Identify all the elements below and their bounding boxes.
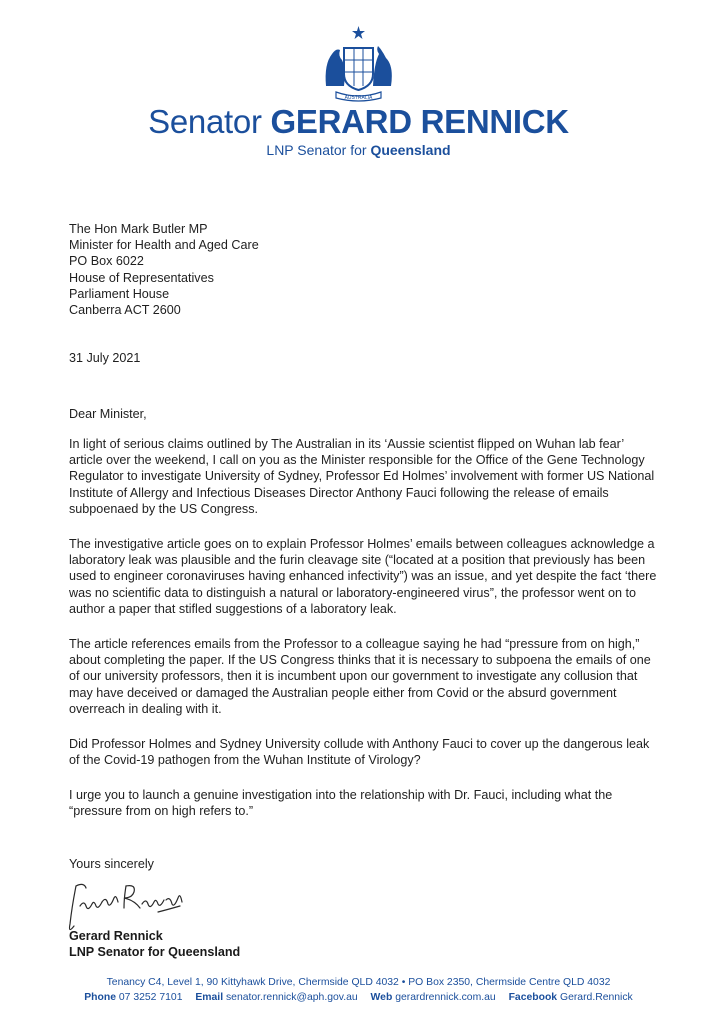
facebook-link[interactable]: Gerard.Rennick <box>559 992 633 1003</box>
footer-address: Tenancy C4, Level 1, 90 Kittyhawk Drive, Chermside QLD 4032 • PO Box 2350, Chermside Centre QLD 4032 <box>106 977 611 988</box>
title-prefix: Senator <box>148 103 271 140</box>
recipient-address <box>69 221 659 318</box>
body-paragraph: The article references emails from the Professor to a colleague saying he had “pressure from on high,” about completing the paper. If the US Congress thinks that it is necessary to subpoena the emails of one of our university professors, then it is incumbent upon our government to investigate any collusion that may have deceived or damaged the Australian people either from Covid or the absurd government overreach in dealing with it. <box>69 637 651 716</box>
coat-of-arms-logo <box>306 24 411 104</box>
signature-image <box>62 876 202 936</box>
svg-text:AUSTRALIA: AUSTRALIA <box>344 95 373 101</box>
facebook-label: Facebook <box>508 992 558 1003</box>
signer-name: Gerard Rennick <box>69 929 163 943</box>
sender-subtitle <box>0 142 717 158</box>
email-address[interactable]: senator.rennick@aph.gov.au <box>225 992 358 1003</box>
email-label: Email <box>195 992 224 1003</box>
salutation: Dear Minister, <box>69 407 147 421</box>
body-paragraph: The investigative article goes on to explain Professor Holmes’ emails between colleagues acknowledge a laboratory leak was plausible and the furin cleavage site (“located at a position that previously has been used to engineer coronaviruses having enhanced infectivity”) was an issue, and yet despite the fact ‘there was no scientific data to distinguish a natural or laboratory-engineered virus”, the professor went on to author a paper that stifled suggestions of a laboratory leak. <box>69 537 657 616</box>
website-link[interactable]: gerardrennick.com.au <box>395 992 496 1003</box>
address-line: House of Representatives <box>69 270 214 285</box>
body-paragraph: I urge you to launch a genuine investigation into the relationship with Dr. Fauci, including what the “pressure from on high refers to.” <box>69 788 613 819</box>
sender-title <box>0 102 717 142</box>
signer-role: LNP Senator for Queensland <box>69 945 241 959</box>
address-line: Minister for Health and Aged Care <box>69 238 259 253</box>
phone-number: 07 3252 7101 <box>118 992 183 1003</box>
subtitle-prefix: LNP Senator for <box>266 142 371 158</box>
closing: Yours sincerely <box>69 857 154 871</box>
sender-name: GERARD RENNICK <box>270 103 569 140</box>
signer-block <box>69 928 240 960</box>
address-line: The Hon Mark Butler MP <box>69 222 208 236</box>
web-label: Web <box>370 992 393 1003</box>
address-line: PO Box 6022 <box>69 254 144 269</box>
body-paragraph: Did Professor Holmes and Sydney University collude with Anthony Fauci to cover up the dangerous leak of the Covid-19 pathogen from the Wuhan Institute of Virology? <box>69 737 650 768</box>
letter-date: 31 July 2021 <box>69 351 141 365</box>
address-line: Canberra ACT 2600 <box>69 302 181 317</box>
subtitle-state: Queensland <box>370 142 451 158</box>
body-paragraph: In light of serious claims outlined by The Australian in its ‘Aussie scientist flipped on Wuhan lab fear’ article over the weekend, I call on you as the Minister responsible for the Office of the Gene Technology Regulator to investigate University of Sydney, Professor Ed Holmes’ involvement with former US National Institute of Allergy and Infectious Diseases Director Anthony Fauci following the release of emails subpoenaed by the US Congress. <box>69 437 655 516</box>
address-line: Parliament House <box>69 286 170 301</box>
phone-label: Phone <box>84 992 117 1003</box>
footer-contacts <box>0 991 717 1004</box>
